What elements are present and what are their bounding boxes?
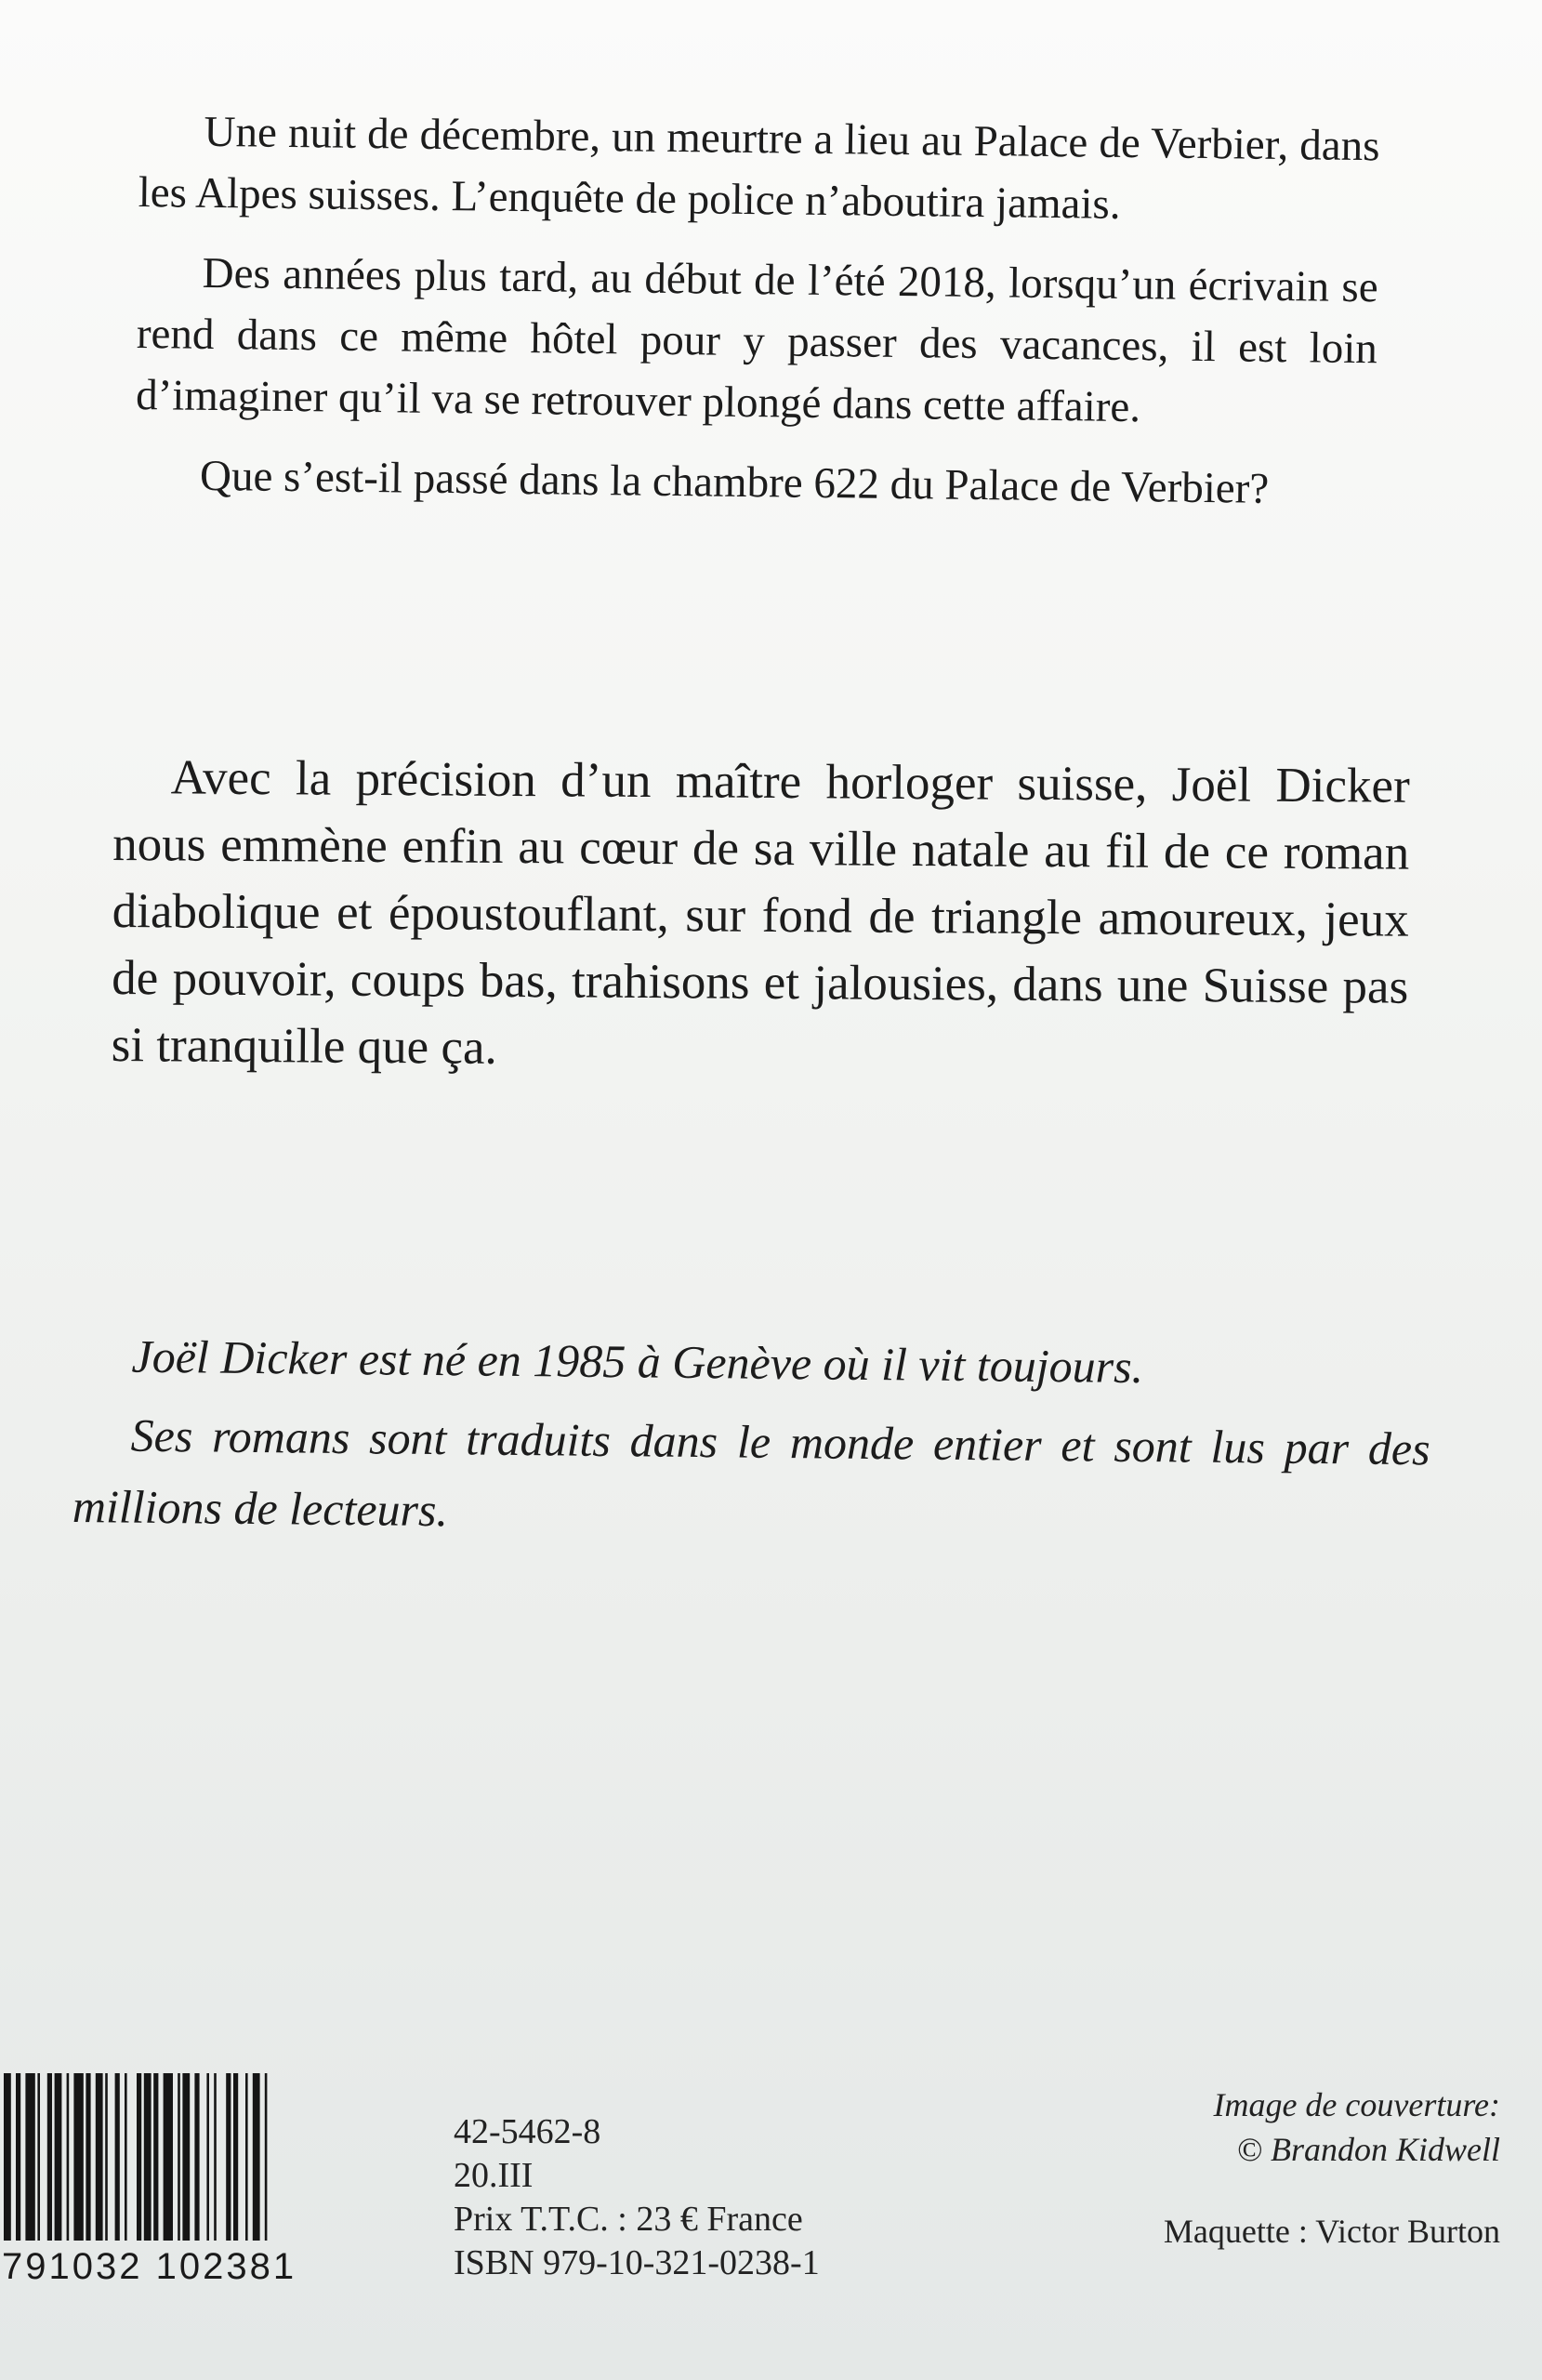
- author-bio-line: Joël Dicker est né en 1985 à Genève où il vit toujours.: [131, 1329, 1144, 1394]
- synopsis-paragraph: Que s’est-il passé dans la chambre 622 du Palace de Verbier?: [199, 451, 1270, 513]
- barcode-number: 791032 102381: [2, 2246, 297, 2287]
- author-bio-line: Ses romans sont traduits dans le monde entier et sont lus par des millions de lecteurs.: [72, 1408, 1430, 1537]
- pitch-paragraph: Avec la précision d’un maître horloger suisse, Joël Dicker nous emmène enfin au cœur de sa ville natale au fil de ce roman diabolique et époustouflant, sur fond de triangle amoureux, jeux de pouvoir, coups bas, trahisons et jalousies, dans une Suisse pas si tranquille que ça.: [111, 750, 1410, 1075]
- isbn: ISBN 979-10-321-0238-1: [454, 2243, 820, 2282]
- credits-block: [1164, 2082, 1500, 2254]
- pricing-block: [454, 2110, 820, 2285]
- author-bio: [72, 1320, 1431, 1564]
- barcode-bars: [0, 2073, 335, 2241]
- edition-code: 20.III: [454, 2156, 534, 2195]
- layout-credit: Maquette : Victor Burton: [1163, 2213, 1500, 2250]
- synopsis-paragraph: Une nuit de décembre, un meurtre a lieu au Palace de Verbier, dans les Alpes suisses. L’enquête de police n’aboutira jamais.: [138, 107, 1380, 229]
- product-code: 42-5462-8: [454, 2112, 601, 2151]
- pitch: [111, 744, 1409, 1088]
- cover-credit: © Brandon Kidwell: [1236, 2131, 1500, 2168]
- barcode: [0, 2073, 335, 2287]
- synopsis: [134, 100, 1379, 539]
- cover-credit-label: Image de couverture:: [1213, 2086, 1500, 2123]
- price: Prix T.T.C. : 23 € France: [454, 2200, 803, 2239]
- synopsis-paragraph: Des années plus tard, au début de l’été 2018, lorsqu’un écrivain se rend dans ce même hôtel pour y passer des vacances, il est loin d’imaginer qu’il va se retrouver plongé dans cette affaire.: [135, 248, 1378, 432]
